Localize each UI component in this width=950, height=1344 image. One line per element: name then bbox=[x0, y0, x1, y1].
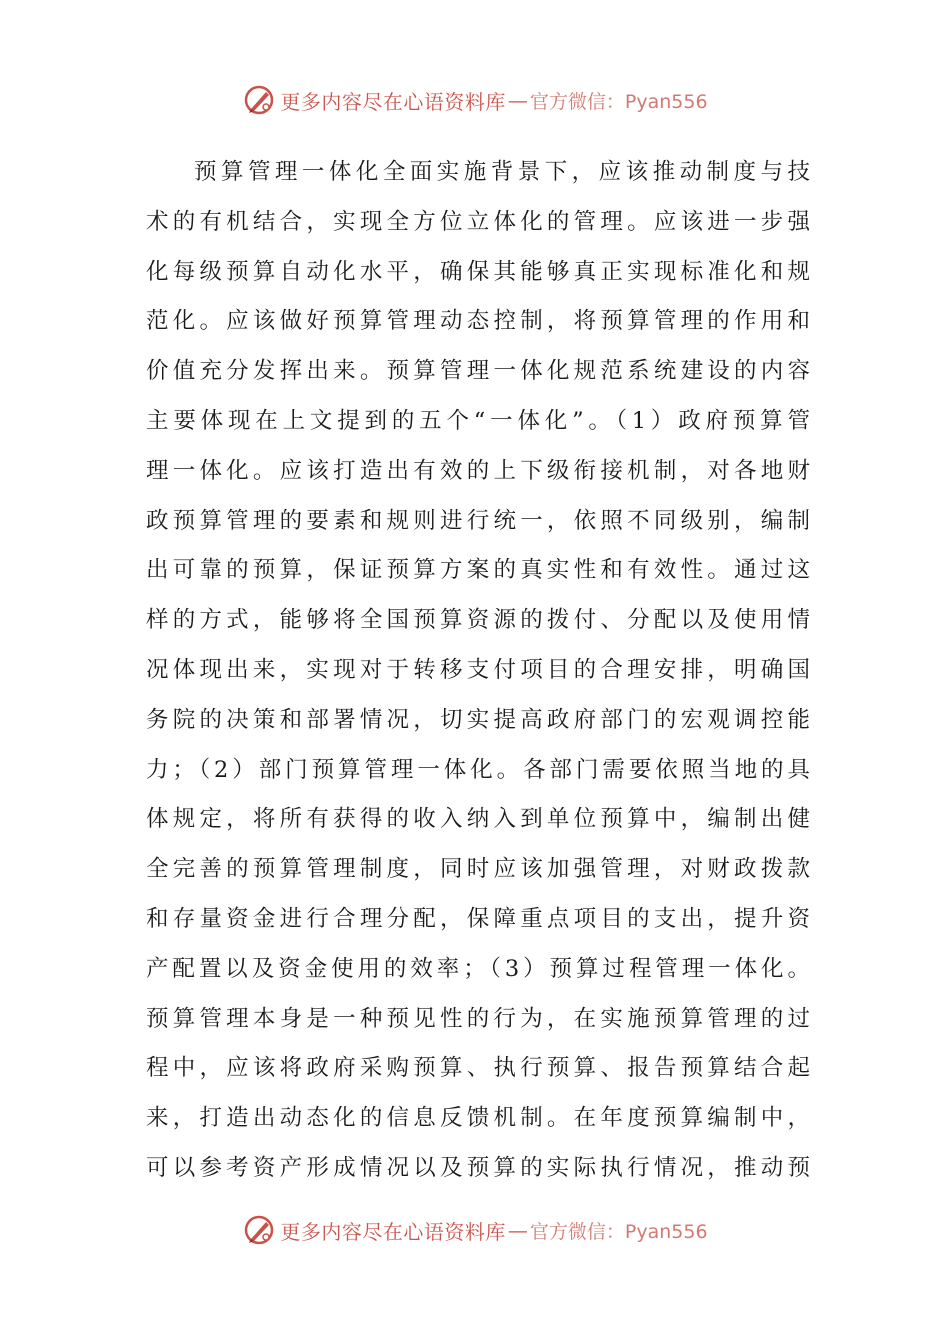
paragraph-line: 样的方式，能够将全国预算资源的拨付、分配以及使用情 bbox=[146, 607, 810, 634]
paragraph-line: 程中，应该将政府采购预算、执行预算、报告预算结合起 bbox=[146, 1055, 810, 1082]
paragraph-line: 体规定，将所有获得的收入纳入到单位预算中，编制出健 bbox=[146, 806, 810, 833]
document-body bbox=[146, 148, 810, 1194]
paragraph-line: 和存量资金进行合理分配，保障重点项目的支出，提升资 bbox=[146, 905, 810, 932]
banner-separator: — bbox=[507, 1218, 528, 1242]
paragraph-line: 全完善的预算管理制度，同时应该加强管理，对财政拨款 bbox=[146, 856, 810, 883]
paragraph-line: 况体现出来，实现对于转移支付项目的合理安排，明确国 bbox=[146, 656, 810, 683]
paragraph-line: 政预算管理的要素和规则进行统一，依照不同级别，编制 bbox=[146, 507, 810, 534]
banner-title: 更多内容尽在心语资料库 bbox=[280, 1219, 506, 1244]
paragraph-line: 出可靠的预算，保证预算方案的真实性和有效性。通过这 bbox=[146, 557, 810, 584]
banner-title: 更多内容尽在心语资料库 bbox=[280, 89, 506, 114]
paragraph-line: 范化。应该做好预算管理动态控制，将预算管理的作用和 bbox=[146, 308, 810, 335]
paragraph-line: 术的有机结合，实现全方位立体化的管理。应该进一步强 bbox=[146, 208, 810, 235]
paragraph-line: 预算管理一体化全面实施背景下，应该推动制度与技 bbox=[194, 159, 810, 185]
pen-circle-logo-icon bbox=[242, 1213, 276, 1247]
paragraph-line: 化每级预算自动化水平，确保其能够真正实现标准化和规 bbox=[146, 258, 810, 285]
banner-contact: 官方微信：Pyan556 bbox=[529, 1220, 708, 1243]
paragraph-line: 理一体化。应该打造出有效的上下级衔接机制，对各地财 bbox=[146, 457, 810, 484]
banner-contact: 官方微信：Pyan556 bbox=[529, 90, 708, 113]
paragraph-line: 产配置以及资金使用的效率；（3）预算过程管理一体化。 bbox=[146, 955, 810, 982]
paragraph-line: 主要体现在上文提到的五个“一体化”。（1）政府预算管 bbox=[146, 407, 810, 434]
header-watermark-banner bbox=[0, 78, 950, 122]
paragraph-line: 可以参考资产形成情况以及预算的实际执行情况，推动预 bbox=[146, 1154, 810, 1181]
paragraph-line: 务院的决策和部署情况，切实提高政府部门的宏观调控能 bbox=[146, 706, 810, 733]
paragraph-line: 力；（2）部门预算管理一体化。各部门需要依照当地的具 bbox=[146, 756, 810, 783]
paragraph-line: 来，打造出动态化的信息反馈机制。在年度预算编制中， bbox=[146, 1105, 810, 1132]
footer-watermark-banner bbox=[0, 1208, 950, 1252]
paragraph-line: 预算管理本身是一种预见性的行为，在实施预算管理的过 bbox=[146, 1005, 810, 1032]
banner-separator: — bbox=[507, 88, 528, 112]
pen-circle-logo-icon bbox=[242, 83, 276, 117]
paragraph-line: 价值充分发挥出来。预算管理一体化规范系统建设的内容 bbox=[146, 358, 810, 385]
